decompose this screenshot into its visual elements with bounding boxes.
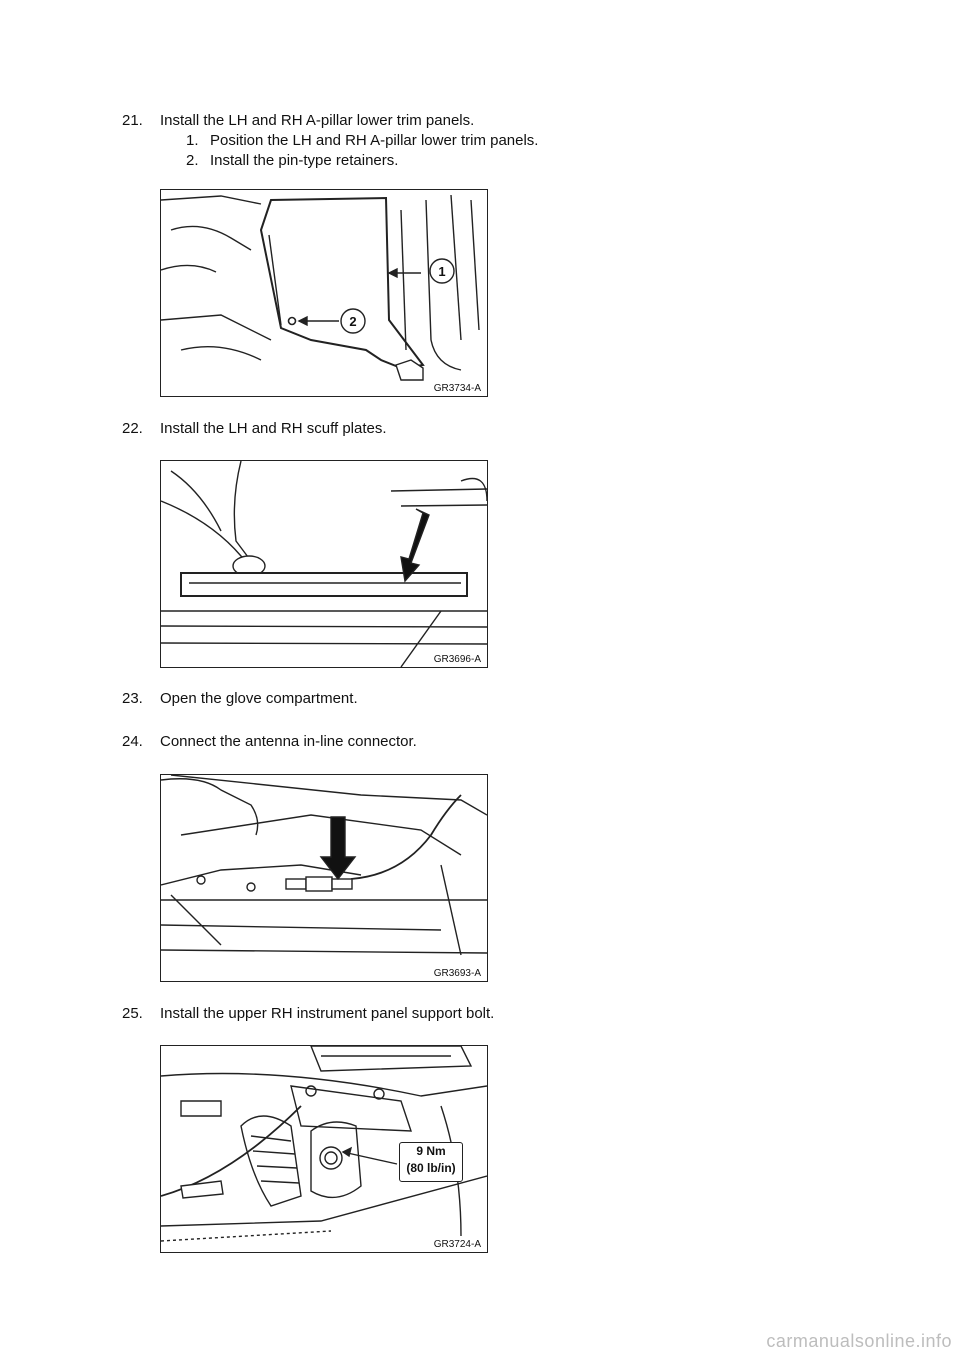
figure-scuff-plates bbox=[160, 460, 488, 668]
step-text: Install the upper RH instrument panel support bolt. bbox=[160, 1005, 495, 1022]
callout-2: 2 bbox=[349, 314, 357, 329]
step-number: 25. bbox=[122, 1005, 143, 1022]
substep-text: Position the LH and RH A-pillar lower trim panels. bbox=[210, 132, 539, 149]
step-text: Install the LH and RH A-pillar lower trim panels. bbox=[160, 112, 475, 129]
watermark: carmanualsonline.info bbox=[766, 1331, 952, 1351]
figure-reference: GR3724-A bbox=[433, 1239, 481, 1250]
step-25 bbox=[122, 1005, 494, 1023]
substep-number: 2. bbox=[186, 152, 199, 169]
step-23 bbox=[122, 690, 358, 708]
figure-a-pillar-trim bbox=[160, 189, 488, 397]
substep-2 bbox=[186, 152, 398, 170]
substep-number: 1. bbox=[186, 132, 199, 149]
scuff-plate-illustration bbox=[161, 461, 487, 667]
figure-reference: GR3696-A bbox=[433, 654, 481, 665]
torque-specification bbox=[399, 1142, 463, 1182]
a-pillar-illustration bbox=[161, 190, 487, 396]
substep-1 bbox=[186, 132, 538, 150]
step-number: 21. bbox=[122, 112, 143, 129]
step-22 bbox=[122, 420, 387, 438]
figure-reference: GR3734-A bbox=[433, 383, 481, 394]
step-number: 23. bbox=[122, 690, 143, 707]
step-text: Install the LH and RH scuff plates. bbox=[160, 420, 387, 437]
substep-text: Install the pin-type retainers. bbox=[210, 152, 399, 169]
torque-alternate: (80 lb/in) bbox=[406, 1161, 456, 1175]
step-text: Connect the antenna in-line connector. bbox=[160, 733, 417, 750]
figure-antenna-connector bbox=[160, 774, 488, 982]
figure-reference: GR3693-A bbox=[433, 968, 481, 979]
step-number: 24. bbox=[122, 733, 143, 750]
antenna-connector-illustration bbox=[161, 775, 487, 981]
torque-value: 9 Nm bbox=[416, 1144, 446, 1158]
callout-1: 1 bbox=[438, 264, 446, 279]
figure-support-bolt bbox=[160, 1045, 488, 1253]
step-number: 22. bbox=[122, 420, 143, 437]
step-text: Open the glove compartment. bbox=[160, 690, 358, 707]
step-24 bbox=[122, 733, 417, 751]
step-21 bbox=[122, 112, 474, 130]
